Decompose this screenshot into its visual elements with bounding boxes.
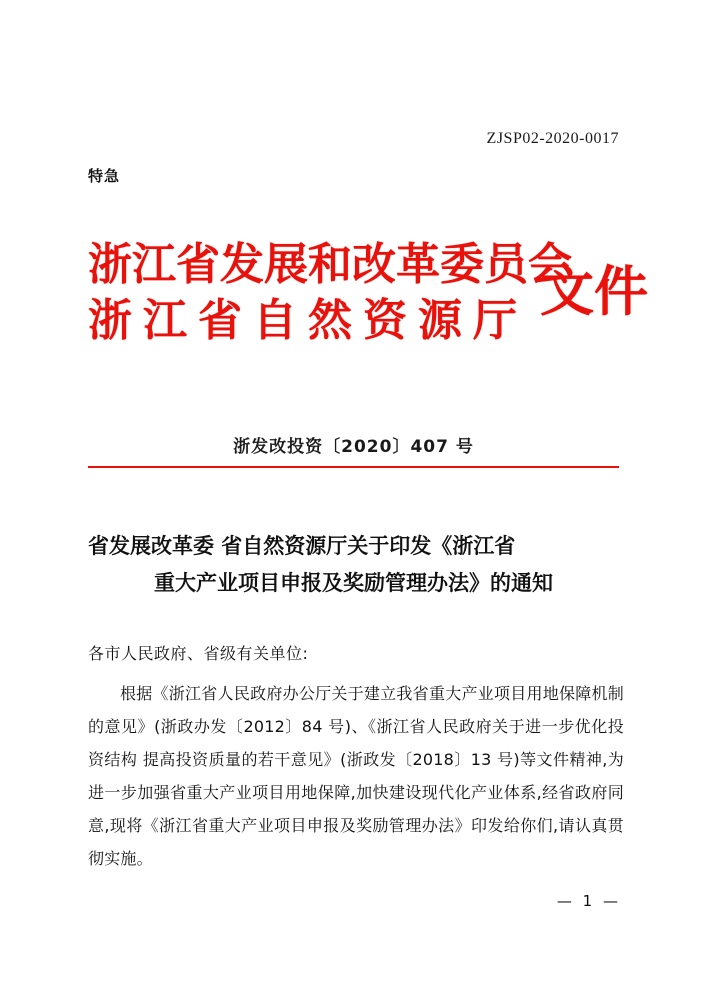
body-paragraph: 根据《浙江省人民政府办公厅关于建立我省重大产业项目用地保障机制的意见》(浙政办发〔2012〕84 号)、《浙江省人民政府关于进一步优化投资结构 提高投资质量的若干意见》(浙政发〔2018〕13 号)等文件精神,为进一步加强省重大产业项目用地保障,加快建设现代化产业体系,经省政府同意,现将《浙江省重大产业项目申报及奖励管理办法》印发给你们,请认真贯彻实施。 [88, 684, 624, 868]
masthead-line-1: 浙江省发展和改革委员会 [88, 239, 572, 290]
page-title-line-1: 省发展改革委 省自然资源厅关于印发《浙江省 [88, 534, 516, 558]
page-number: — 1 — [556, 892, 621, 910]
document-number: 浙发改投资〔2020〕407 号 [233, 437, 474, 457]
masthead-line-2: 浙江省自然资源厅 [88, 295, 528, 346]
page-title [88, 528, 619, 602]
masthead [0, 228, 707, 378]
page-title-line-2: 重大产业项目申报及奖励管理办法》的通知 [154, 570, 553, 595]
urgency-label: 特急 [88, 167, 121, 185]
red-divider-rule [88, 466, 619, 468]
masthead-document-word: 文件 [540, 260, 648, 323]
document-code: ZJSP02-2020-0017 [486, 130, 619, 147]
salutation: 各市人民政府、省级有关单位: [88, 644, 309, 663]
